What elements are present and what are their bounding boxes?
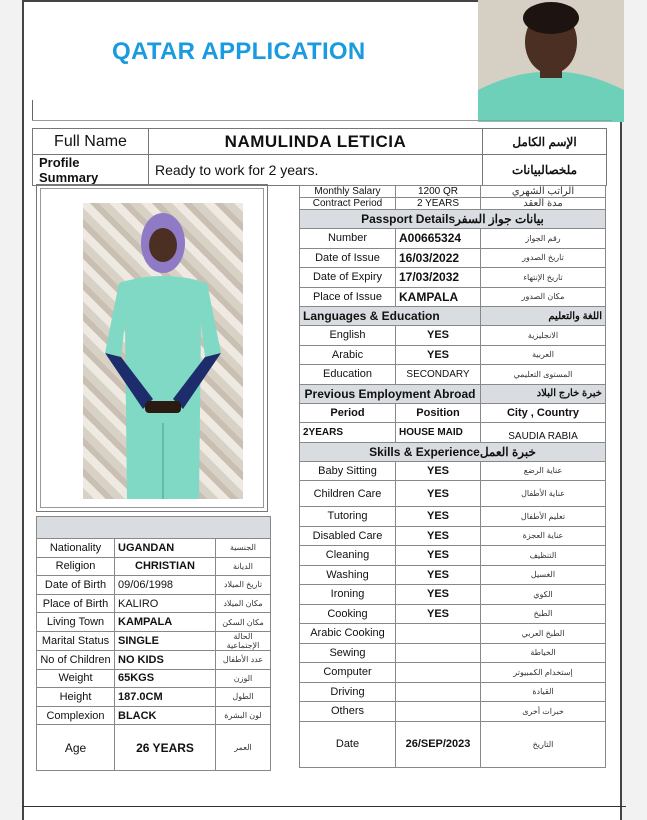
personal-details-header	[37, 517, 271, 539]
page-title: QATAR APPLICATION	[112, 38, 366, 65]
portrait-photo	[478, 0, 624, 122]
table-row: Sewing الخياطة	[300, 643, 606, 663]
profile-summary-label-ar: ملخصالبيانات	[483, 155, 607, 186]
full-body-photo-frame	[36, 184, 268, 512]
header-table	[32, 128, 607, 186]
full-name-label-ar: الإسم الكامل	[483, 129, 607, 155]
table-row: Education SECONDARY المستوى التعليمي	[300, 365, 606, 385]
divider	[32, 100, 33, 120]
divider	[22, 806, 626, 807]
profile-summary-value: Ready to work for 2 years.	[149, 155, 483, 186]
profile-summary-label: Profile Summary	[33, 155, 149, 186]
table-row: Place of Issue KAMPALA مكان الصدور	[300, 287, 606, 307]
table-row: English YES الانجليزية	[300, 326, 606, 346]
table-row: Children Care YES عناية الأطفال	[300, 481, 606, 507]
full-name-label: Full Name	[33, 129, 149, 155]
table-row: Height 187.0CM الطول	[37, 688, 271, 707]
table-row: Marital Status SINGLE الحالة الإجتماعية	[37, 631, 271, 650]
table-row: Washing YES الغسيل	[300, 565, 606, 585]
table-row: Baby Sitting YES عناية الرضع	[300, 461, 606, 481]
table-row: Driving القيادة	[300, 682, 606, 702]
languages-section-header: Languages & Education اللغة والتعليم	[300, 307, 606, 326]
table-row: Cleaning YES التنظيف	[300, 546, 606, 566]
table-row: Nationality UGANDAN الجنسية	[37, 539, 271, 558]
full-body-photo	[40, 188, 264, 508]
table-row: Living Town KAMPALA مكان السكن	[37, 613, 271, 632]
employment-section-header: Previous Employment Abroad خبرة خارج البلاد	[300, 384, 606, 403]
table-row: Tutoring YES تعليم الأطفال	[300, 507, 606, 527]
profile-summary-row	[33, 155, 607, 186]
table-row: Cooking YES الطبخ	[300, 604, 606, 624]
table-row: Date of Birth 09/06/1998 تاريخ الميلاد	[37, 576, 271, 595]
table-row: Disabled Care YES عناية العجزة	[300, 526, 606, 546]
employment-columns: Period Position City , Country	[300, 403, 606, 423]
table-row: No of Children NO KIDS عدد الأطفال	[37, 650, 271, 669]
full-name-row	[33, 129, 607, 155]
table-row: Date of Expiry 17/03/2032 تاريخ الإنتهاء	[300, 268, 606, 288]
age-row: Age 26 YEARS العمر	[37, 725, 271, 771]
contract-row: Contract Period 2 YEARS مدة العقد	[300, 198, 606, 210]
table-row: Arabic YES العربية	[300, 345, 606, 365]
divider	[32, 120, 612, 121]
full-name-value: NAMULINDA LETICIA	[149, 129, 483, 155]
passport-section-header: Passport Detailsبيانات جواز السفر	[300, 210, 606, 229]
table-row: Arabic Cooking الطبخ العربي	[300, 624, 606, 644]
table-row: Others خبرات أخرى	[300, 702, 606, 722]
personal-details-table	[36, 516, 271, 771]
details-table	[299, 185, 606, 768]
table-row: Complexion BLACK لون البشرة	[37, 706, 271, 725]
skills-section-header: Skills & Experienceخبرة العمل	[300, 442, 606, 461]
table-row: Weight 65KGS الوزن	[37, 669, 271, 688]
table-row: Place of Birth KALIRO مكان الميلاد	[37, 594, 271, 613]
table-row: Number A00665324 رقم الجواز	[300, 229, 606, 249]
employment-row: 2YEARS HOUSE MAID SAUDIA RABIA	[300, 423, 606, 443]
table-row: Computer إستخدام الكمبيوتر	[300, 663, 606, 683]
date-row: Date 26/SEP/2023 التاريخ	[300, 721, 606, 767]
salary-row: Monthly Salary 1200 QR الراتب الشهري	[300, 186, 606, 198]
table-row: Religion CHRISTIAN الديانة	[37, 557, 271, 576]
table-row: Ironing YES الكوي	[300, 585, 606, 605]
table-row: Date of Issue 16/03/2022 تاريخ الصدور	[300, 248, 606, 268]
